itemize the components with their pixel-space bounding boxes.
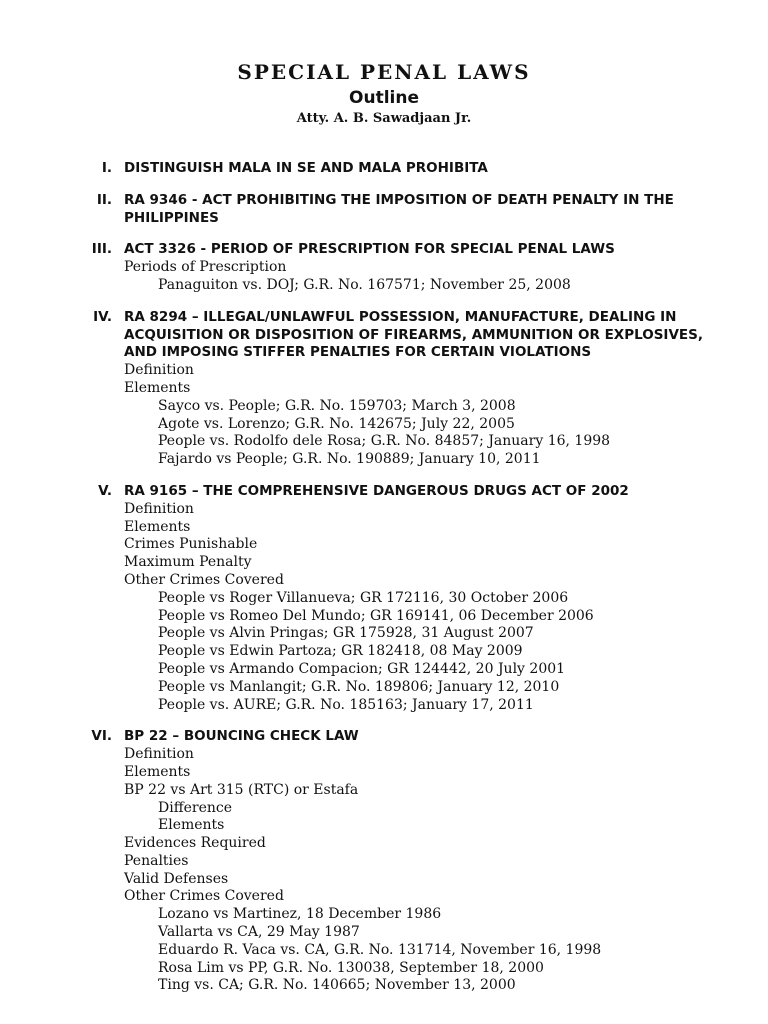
section-numeral: I. <box>101 160 112 176</box>
outline-item: Valid Defenses <box>124 870 229 887</box>
section-heading: DISTINGUISH MALA IN SE AND MALA PROHIBITA <box>124 160 488 176</box>
outline-subitem: People vs. AURE; G.R. No. 185163; January 17, 2011 <box>158 696 534 713</box>
outline-subitem: Panaguiton vs. DOJ; G.R. No. 167571; November 25, 2008 <box>158 276 571 293</box>
outline-item: BP 22 vs Art 315 (RTC) or Estafa <box>124 781 359 798</box>
section-heading: RA 8294 – ILLEGAL/UNLAWFUL POSSESSION, MANUFACTURE, DEALING IN ACQUISITION OR DISPOSITION OF FIREARMS, AMMUNITION OR EXPLOSIVES, AND IMPOSING STIFFER PENALTIES FOR CERTAIN VIOLATIONS <box>124 308 703 361</box>
section-header <box>0 309 768 362</box>
document-author: Atty. A. B. Sawadjaan Jr. <box>296 111 472 126</box>
outline-subitem: People vs Romeo Del Mundo; GR 169141, 06 December 2006 <box>158 607 594 624</box>
section-heading: RA 9165 – THE COMPREHENSIVE DANGEROUS DRUGS ACT OF 2002 <box>124 482 629 499</box>
section-numeral: V. <box>98 482 112 499</box>
outline-subitem: Difference <box>158 799 233 816</box>
outline-subitem: Sayco vs. People; G.R. No. 159703; March 3, 2008 <box>158 397 516 414</box>
outline-subitem: Elements <box>158 817 225 834</box>
outline-item: Definition <box>124 746 194 763</box>
document-subtitle: Outline <box>349 88 419 108</box>
outline-subitem: Agote vs. Lorenzo; G.R. No. 142675; July 22, 2005 <box>158 415 515 432</box>
outline-item: Other Crimes Covered <box>124 888 284 905</box>
outline-section <box>0 160 768 178</box>
outline-subitem: Vallarta vs CA, 29 May 1987 <box>158 924 360 941</box>
section-header <box>0 483 768 501</box>
outline-list <box>0 160 768 1009</box>
section-heading: BP 22 – BOUNCING CHECK LAW <box>124 728 359 745</box>
outline-item: Elements <box>124 518 191 535</box>
outline-item: Elements <box>124 763 191 780</box>
outline-item: Evidences Required <box>124 835 266 852</box>
outline-item: Definition <box>124 500 194 517</box>
section-numeral: IV. <box>93 308 112 325</box>
section-header <box>0 728 768 746</box>
section-heading: ACT 3326 - PERIOD OF PRESCRIPTION FOR SPECIAL PENAL LAWS <box>124 241 615 258</box>
section-numeral: VI. <box>91 728 112 745</box>
outline-section <box>0 192 768 228</box>
outline-item: Crimes Punishable <box>124 536 258 553</box>
outline-item: Other Crimes Covered <box>124 571 284 588</box>
outline-subitem: Ting vs. CA; G.R. No. 140665; November 13, 2000 <box>158 977 516 994</box>
outline-subitem: People vs Armando Compacion; GR 124442, 20 July 2001 <box>158 660 566 677</box>
outline-subitem: People vs Manlangit; G.R. No. 189806; January 12, 2010 <box>158 678 560 695</box>
section-numeral: II. <box>96 191 112 208</box>
section-header <box>0 160 768 178</box>
document-title: SPECIAL PENAL LAWS <box>237 60 531 84</box>
outline-subitem: People vs Roger Villanueva; GR 172116, 30 October 2006 <box>158 589 569 606</box>
section-header <box>0 241 768 259</box>
outline-subitem: People vs Edwin Partoza; GR 182418, 08 May 2009 <box>158 643 523 660</box>
outline-subitem: Lozano vs Martinez, 18 December 1986 <box>158 906 442 923</box>
outline-item: Penalties <box>124 852 189 869</box>
section-numeral: III. <box>91 241 112 258</box>
outline-section <box>0 483 768 714</box>
outline-item: Periods of Prescription <box>124 259 287 276</box>
outline-section <box>0 241 768 294</box>
outline-subitem: Rosa Lim vs PP, G.R. No. 130038, September 18, 2000 <box>158 959 544 976</box>
outline-item: Definition <box>124 362 194 379</box>
section-heading: RA 9346 - ACT PROHIBITING THE IMPOSITION OF DEATH PENALTY IN THE PHILIPPINES <box>124 191 674 226</box>
section-header <box>0 192 768 228</box>
outline-subitem: People vs. Rodolfo dele Rosa; G.R. No. 84857; January 16, 1998 <box>158 433 611 450</box>
outline-section <box>0 309 768 469</box>
outline-section <box>0 728 768 995</box>
outline-subitem: Fajardo vs People; G.R. No. 190889; January 10, 2011 <box>158 451 541 468</box>
outline-item: Elements <box>124 379 191 396</box>
outline-subitem: Eduardo R. Vaca vs. CA, G.R. No. 131714, November 16, 1998 <box>158 941 602 958</box>
outline-item: Maximum Penalty <box>124 554 252 571</box>
outline-subitem: People vs Alvin Pringas; GR 175928, 31 August 2007 <box>158 625 534 642</box>
